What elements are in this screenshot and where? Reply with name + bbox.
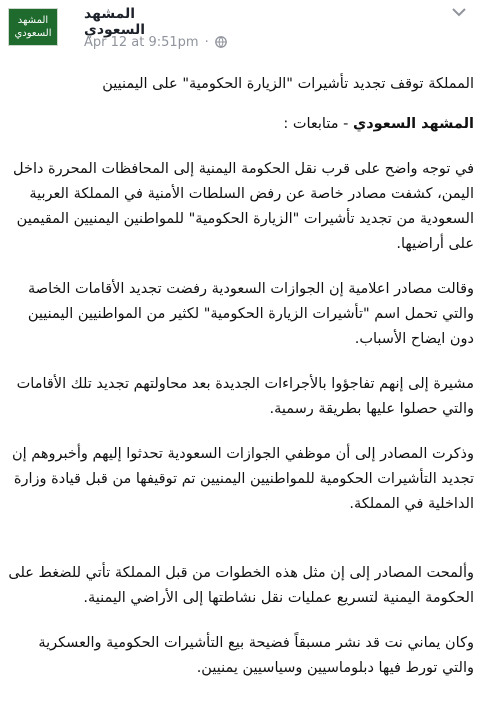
avatar-text-line-2: السعودي [14,28,52,39]
post-options-button[interactable] [447,4,471,20]
avatar-text-line-1: المشهد [17,15,49,26]
chevron-down-icon [452,8,466,17]
post-header [0,0,481,60]
post-body [6,64,474,681]
article-paragraph: وألمحت المصادر إلى إن مثل هذه الخطوات من قبل المملكة تأتي للضغط على الحكومة اليمنية لتسريع عمليات نقل نشاطتها إلى الأراضي اليمنية. [8,565,474,606]
post-meta [84,33,227,51]
article-byline [6,112,474,137]
post-timestamp[interactable]: Apr 12 at 9:51pm [84,34,199,50]
globe-icon[interactable] [215,36,227,48]
meta-separator: · [204,34,209,50]
article-paragraph: وكان يماني نت قد نشر مسبقاً فضيحة بيع التأشيرات الحكومية والعسكرية والتي تورط فيها دبلوماسيين وسياسيين يمنيين. [38,635,474,676]
article-paragraph: مشيرة إلى إنهم تفاجؤوا بالأجراءات الجديدة بعد محاولتهم تجديد تلك الأقامات والتي حصلوا عليها بطريقة رسمية. [16,376,474,417]
article-paragraph: في توجه واضح على قرب نقل الحكومة اليمنية إلى المحافظات المحررة داخل اليمن، كشفت مصادر خاصة عن رفض السلطات الأمنية في المملكة العربية السعودية من تجديد تأشيرات "الزيارة الحكومية" للمواطنين اليمنيين المقيمين على أراضيها. [13,161,474,252]
article-paragraph: وذكرت المصادر إلى أن موظفي الجوازات السعودية تحدثوا إليهم وأخبروهم إن تجديد التأشيرات الحكومية للمواطنيين اليمنيين تم توقيفها من قبل قيادة وزارة الداخلية في المملكة. [11,446,474,512]
article-headline: المملكة توقف تجديد تأشيرات "الزيارة الحكومية" على اليمنيين [102,76,474,92]
article-source-suffix: - متابعات : [283,116,353,132]
article-paragraph: وقالت مصادر اعلامية إن الجوازات السعودية رفضت تجديد الأقامات الخاصة والتي تحمل اسم "تأشيرات الزيارة الحكومية" لكثير من المواطنيين اليمنيين دون ايضاح الأسباب. [27,281,474,347]
page-name-link[interactable]: المشهد السعودي [84,6,145,38]
page-avatar[interactable] [8,8,58,46]
article-source: المشهد السعودي [352,116,474,132]
